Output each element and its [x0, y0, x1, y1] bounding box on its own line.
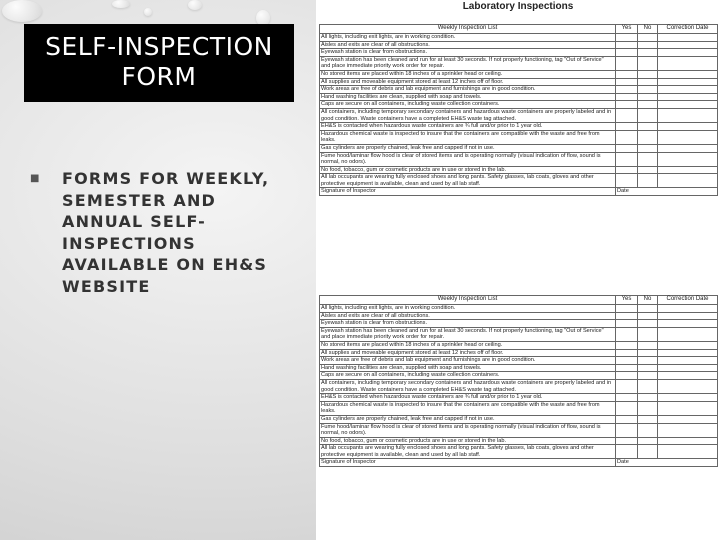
inspection-item-text: Work areas are free of debris and lab equipment and furnishings are in good condition. [320, 86, 616, 94]
correction-date-cell [658, 401, 718, 415]
yes-cell [616, 56, 638, 70]
inspection-item-text: Gas cylinders are properly chained, leak free and capped if not in use. [320, 415, 616, 423]
list-title-header: Weekly Inspection List [320, 25, 616, 34]
yes-cell [616, 401, 638, 415]
water-drop-decoration [112, 0, 130, 8]
correction-date-cell [658, 34, 718, 42]
inspection-item-text: Hazardous chemical waste is inspected to insure that the containers are compatible with the waste and free from leaks. [320, 401, 616, 415]
yes-cell [616, 144, 638, 152]
yes-cell [616, 49, 638, 57]
correction-date-cell [658, 341, 718, 349]
no-cell [638, 41, 658, 49]
inspection-item-text: All lights, including exit lights, are in working condition. [320, 305, 616, 313]
yes-header: Yes [616, 25, 638, 34]
correction-date-cell [658, 379, 718, 393]
inspection-item-text: Hazardous chemical waste is inspected to insure that the containers are compatible with the waste and free from leaks. [320, 130, 616, 144]
signature-row [320, 459, 718, 467]
yes-cell [616, 70, 638, 78]
table-row [320, 144, 718, 152]
no-cell [638, 86, 658, 94]
table-row [320, 364, 718, 372]
table-row [320, 341, 718, 349]
inspection-item-text: All lab occupants are wearing fully enclosed shoes and long pants. Safety glasses, lab coats, gloves and other protective equipment is available, clean and used by all lab staff. [320, 174, 616, 188]
no-cell [638, 327, 658, 341]
yes-cell [616, 364, 638, 372]
correction-date-cell [658, 123, 718, 131]
correction-date-header: Correction Date [658, 296, 718, 305]
no-cell [638, 312, 658, 320]
table-row [320, 130, 718, 144]
table-row [320, 394, 718, 402]
table-row [320, 152, 718, 166]
yes-cell [616, 394, 638, 402]
no-cell [638, 357, 658, 365]
table-row [320, 101, 718, 109]
correction-date-cell [658, 166, 718, 174]
yes-cell [616, 372, 638, 380]
table-row [320, 41, 718, 49]
no-cell [638, 394, 658, 402]
correction-date-cell [658, 70, 718, 78]
inspection-item-text: Eyewash station is clear from obstructions. [320, 320, 616, 328]
correction-date-cell [658, 415, 718, 423]
correction-date-cell [658, 423, 718, 437]
yes-cell [616, 108, 638, 122]
correction-date-cell [658, 437, 718, 445]
table-row [320, 108, 718, 122]
date-label: Date [616, 188, 718, 196]
no-cell [638, 401, 658, 415]
no-cell [638, 379, 658, 393]
table-row [320, 93, 718, 101]
correction-date-cell [658, 49, 718, 57]
inspection-item-text: Gas cylinders are properly chained, leak free and capped if not in use. [320, 144, 616, 152]
form-title: Laboratory Inspections [462, 1, 574, 12]
yes-cell [616, 305, 638, 313]
table-row [320, 123, 718, 131]
correction-date-cell [658, 78, 718, 86]
table-row [320, 174, 718, 188]
yes-cell [616, 445, 638, 459]
correction-date-cell [658, 394, 718, 402]
no-cell [638, 305, 658, 313]
inspection-table-1 [319, 24, 718, 196]
inspection-item-text: All supplies and moveable equipment stored at least 12 inches off of floor. [320, 349, 616, 357]
inspection-item-text: Caps are secure on all containers, including waste collection containers. [320, 101, 616, 109]
inspection-table-2 [319, 295, 718, 467]
table-row [320, 437, 718, 445]
inspection-form-image [316, 0, 720, 540]
no-cell [638, 152, 658, 166]
yes-cell [616, 379, 638, 393]
correction-date-cell [658, 312, 718, 320]
correction-date-cell [658, 174, 718, 188]
yes-cell [616, 327, 638, 341]
yes-cell [616, 415, 638, 423]
no-cell [638, 101, 658, 109]
inspection-item-text: Eyewash station has been cleaned and run for at least 30 seconds. If not properly functioning, tag "Out of Service" and place immediate priority work order for repair. [320, 327, 616, 341]
yes-cell [616, 152, 638, 166]
table-row [320, 349, 718, 357]
slide-title-line-1: SELF-INSPECTION [45, 32, 273, 61]
table-row [320, 401, 718, 415]
no-cell [638, 372, 658, 380]
no-cell [638, 144, 658, 152]
table-row [320, 379, 718, 393]
inspection-item-text: Aisles and exits are clear of all obstructions. [320, 312, 616, 320]
yes-cell [616, 423, 638, 437]
yes-cell [616, 312, 638, 320]
correction-date-cell [658, 130, 718, 144]
inspection-item-text: Hand washing facilities are clean, supplied with soap and towels. [320, 364, 616, 372]
correction-date-cell [658, 372, 718, 380]
water-drop-decoration [144, 8, 152, 16]
table-row [320, 327, 718, 341]
yes-header: Yes [616, 296, 638, 305]
yes-cell [616, 93, 638, 101]
table-header-row [320, 25, 718, 34]
bullet-square-icon: ■ [30, 173, 41, 184]
inspection-item-text: EH&S is contacted when hazardous waste containers are ¾ full and/or prior to 1 year old. [320, 123, 616, 131]
yes-cell [616, 320, 638, 328]
table-row [320, 445, 718, 459]
table-row [320, 305, 718, 313]
yes-cell [616, 341, 638, 349]
no-cell [638, 437, 658, 445]
inspection-item-text: Caps are secure on all containers, including waste collection containers. [320, 372, 616, 380]
correction-date-cell [658, 320, 718, 328]
table-header-row [320, 296, 718, 305]
correction-date-cell [658, 327, 718, 341]
yes-cell [616, 78, 638, 86]
yes-cell [616, 357, 638, 365]
yes-cell [616, 86, 638, 94]
no-cell [638, 123, 658, 131]
yes-cell [616, 166, 638, 174]
no-cell [638, 364, 658, 372]
inspection-item-text: No stored items are placed within 18 inches of a sprinkler head or ceiling. [320, 341, 616, 349]
inspection-item-text: No food, tobacco, gum or cosmetic products are in use or stored in the lab. [320, 437, 616, 445]
table-row [320, 86, 718, 94]
no-cell [638, 341, 658, 349]
inspection-item-text: Aisles and exits are clear of all obstructions. [320, 41, 616, 49]
water-drop-decoration [2, 0, 42, 22]
inspection-item-text: Fume hood/laminar flow hood is clear of stored items and is operating normally (visual indication of flow, sound is normal, no odors). [320, 423, 616, 437]
correction-date-cell [658, 108, 718, 122]
no-cell [638, 130, 658, 144]
correction-date-cell [658, 305, 718, 313]
no-cell [638, 423, 658, 437]
correction-date-cell [658, 445, 718, 459]
correction-date-cell [658, 349, 718, 357]
table-row [320, 166, 718, 174]
yes-cell [616, 174, 638, 188]
no-cell [638, 34, 658, 42]
table-row [320, 70, 718, 78]
no-cell [638, 320, 658, 328]
inspection-item-text: All containers, including temporary secondary containers and hazardous waste containers are properly labeled and in good condition. Waste containers have a completed EH&S waste tag attached. [320, 108, 616, 122]
table-row [320, 34, 718, 42]
date-label: Date [616, 459, 718, 467]
no-header: No [638, 25, 658, 34]
inspection-item-text: All supplies and moveable equipment stored at least 12 inches off of floor. [320, 78, 616, 86]
inspection-item-text: Work areas are free of debris and lab equipment and furnishings are in good condition. [320, 357, 616, 365]
no-cell [638, 445, 658, 459]
table-row [320, 56, 718, 70]
yes-cell [616, 130, 638, 144]
correction-date-cell [658, 56, 718, 70]
inspection-item-text: Fume hood/laminar flow hood is clear of stored items and is operating normally (visual indication of flow, sound is normal, no odors). [320, 152, 616, 166]
correction-date-cell [658, 364, 718, 372]
no-cell [638, 93, 658, 101]
signature-label: Signature of Inspector [320, 459, 616, 467]
yes-cell [616, 349, 638, 357]
inspection-item-text: Hand washing facilities are clean, supplied with soap and towels. [320, 93, 616, 101]
table-row [320, 415, 718, 423]
inspection-item-text: Eyewash station has been cleaned and run for at least 30 seconds. If not properly functioning, tag "Out of Service" and place immediate priority work order for repair. [320, 56, 616, 70]
yes-cell [616, 437, 638, 445]
table-row [320, 78, 718, 86]
correction-date-cell [658, 41, 718, 49]
table-row [320, 320, 718, 328]
no-cell [638, 166, 658, 174]
water-drop-decoration [188, 0, 202, 10]
correction-date-cell [658, 152, 718, 166]
bullet-text: FORMS FOR WEEKLY, SEMESTER AND ANNUAL SELF-INSPECTIONS AVAILABLE ON EH&S WEBSITE [62, 169, 270, 296]
bullet-list [30, 168, 280, 297]
slide-title [24, 24, 294, 102]
inspection-item-text: Eyewash station is clear from obstructions. [320, 49, 616, 57]
yes-cell [616, 41, 638, 49]
no-cell [638, 70, 658, 78]
signature-label: Signature of Inspector [320, 188, 616, 196]
correction-date-cell [658, 101, 718, 109]
list-title-header: Weekly Inspection List [320, 296, 616, 305]
inspection-item-text: No food, tobacco, gum or cosmetic products are in use or stored in the lab. [320, 166, 616, 174]
table-row [320, 372, 718, 380]
no-cell [638, 78, 658, 86]
yes-cell [616, 101, 638, 109]
correction-date-cell [658, 86, 718, 94]
inspection-item-text: All containers, including temporary secondary containers and hazardous waste containers are properly labeled and in good condition. Waste containers have a completed EH&S waste tag attached. [320, 379, 616, 393]
inspection-item-text: All lab occupants are wearing fully enclosed shoes and long pants. Safety glasses, lab coats, gloves and other protective equipment is available, clean and used by all lab staff. [320, 445, 616, 459]
yes-cell [616, 34, 638, 42]
no-cell [638, 349, 658, 357]
yes-cell [616, 123, 638, 131]
table-row [320, 357, 718, 365]
inspection-item-text: All lights, including exit lights, are in working condition. [320, 34, 616, 42]
correction-date-cell [658, 357, 718, 365]
no-cell [638, 56, 658, 70]
correction-date-header: Correction Date [658, 25, 718, 34]
correction-date-cell [658, 144, 718, 152]
no-cell [638, 108, 658, 122]
inspection-item-text: No stored items are placed within 18 inches of a sprinkler head or ceiling. [320, 70, 616, 78]
no-cell [638, 174, 658, 188]
no-cell [638, 415, 658, 423]
no-header: No [638, 296, 658, 305]
table-row [320, 312, 718, 320]
inspection-item-text: EH&S is contacted when hazardous waste containers are ¾ full and/or prior to 1 year old. [320, 394, 616, 402]
no-cell [638, 49, 658, 57]
table-row [320, 49, 718, 57]
correction-date-cell [658, 93, 718, 101]
slide-title-line-2: FORM [121, 62, 197, 91]
table-row [320, 423, 718, 437]
bullet-item [30, 168, 280, 297]
signature-row [320, 188, 718, 196]
